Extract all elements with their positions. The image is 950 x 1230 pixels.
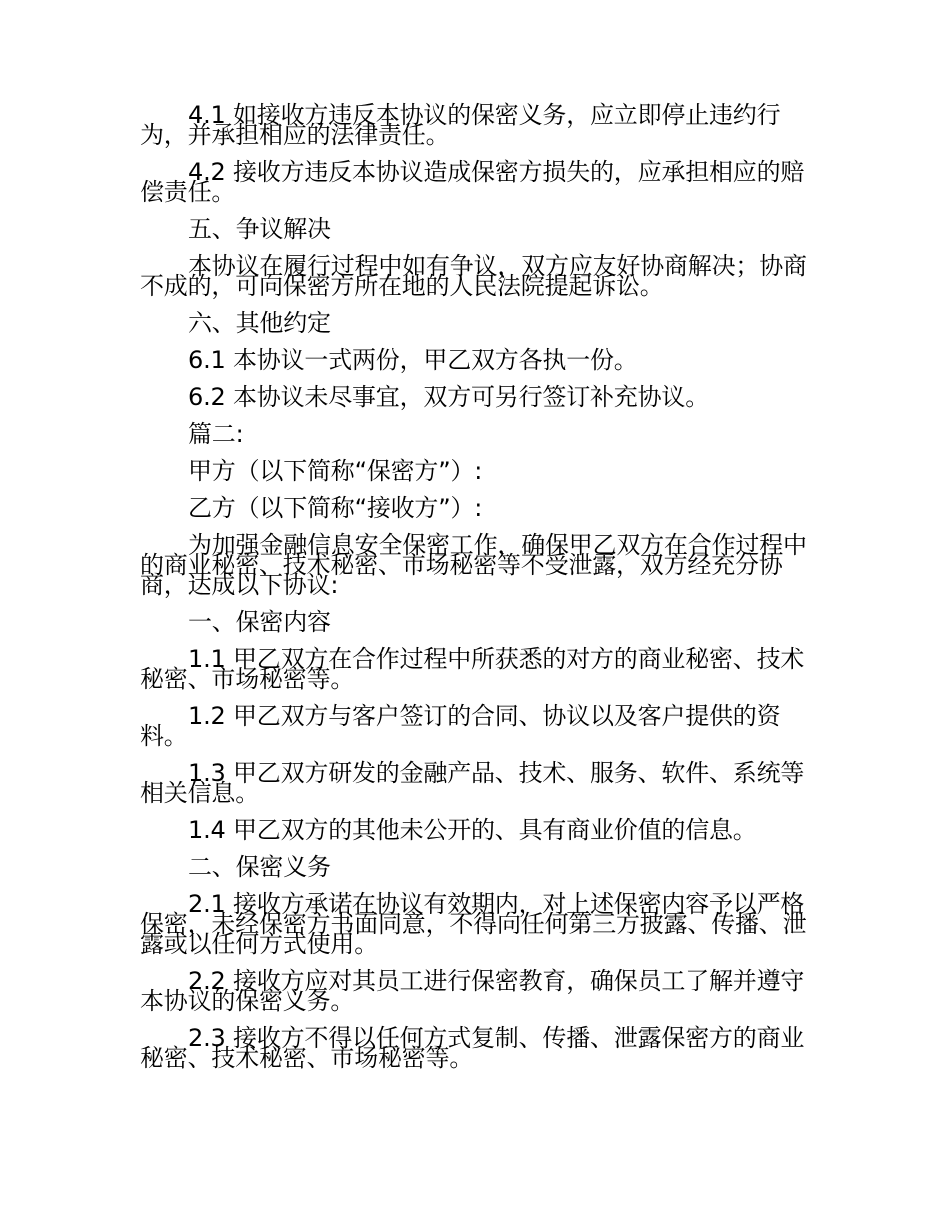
clause-6-2: 6.2 本协议未尽事宜，双方可另行签订补充协议。 [188, 383, 709, 411]
section-heading-content: 一、保密内容 [188, 608, 331, 636]
clause-1-2: 1.2 甲乙双方与客户签订的合同、协议以及客户提供的资料。 [140, 702, 781, 750]
clause-4-1: 4.1 如接收方违反本协议的保密义务，应立即停止违约行为，并承担相应的法律责任。 [140, 101, 781, 149]
section-heading-obligations: 二、保密义务 [188, 853, 331, 881]
section-heading-dispute: 五、争议解决 [188, 215, 331, 243]
party-a-line: 甲方（以下简称“保密方”）: [188, 457, 483, 485]
section-heading-other: 六、其他约定 [188, 309, 331, 337]
clause-1-4: 1.4 甲乙双方的其他未公开的、具有商业价值的信息。 [188, 816, 757, 844]
party-b-line: 乙方（以下简称“接收方”）: [188, 494, 483, 522]
clause-2-1: 2.1 接收方承诺在协议有效期内，对上述保密内容予以严格保密，未经保密方书面同意，不得向任何第三方披露、传播、泄露或以任何方式使用。 [140, 890, 807, 958]
clause-1-3: 1.3 甲乙双方研发的金融产品、技术、服务、软件、系统等相关信息。 [140, 759, 805, 807]
clause-2-2: 2.2 接收方应对其员工进行保密教育，确保员工了解并遵守本协议的保密义务。 [140, 967, 805, 1015]
clause-1-1: 1.1 甲乙双方在合作过程中所获悉的对方的商业秘密、技术秘密、市场秘密等。 [140, 645, 805, 693]
document-page [140, 101, 810, 1072]
clause-2-3: 2.3 接收方不得以任何方式复制、传播、泄露保密方的商业秘密、技术秘密、市场秘密等。 [140, 1024, 805, 1072]
clause-6-1: 6.1 本协议一式两份，甲乙双方各执一份。 [188, 346, 638, 374]
dispute-paragraph: 本协议在履行过程中如有争议，双方应友好协商解决；协商不成的，可向保密方所在地的人民法院提起诉讼。 [140, 252, 807, 300]
preamble-paragraph: 为加强金融信息安全保密工作，确保甲乙双方在合作过程中的商业秘密、技术秘密、市场秘密等不受泄露，双方经充分协商，达成以下协议: [140, 531, 807, 599]
part-two-heading: 篇二: [188, 420, 244, 448]
clause-4-2: 4.2 接收方违反本协议造成保密方损失的，应承担相应的赔偿责任。 [140, 158, 805, 206]
